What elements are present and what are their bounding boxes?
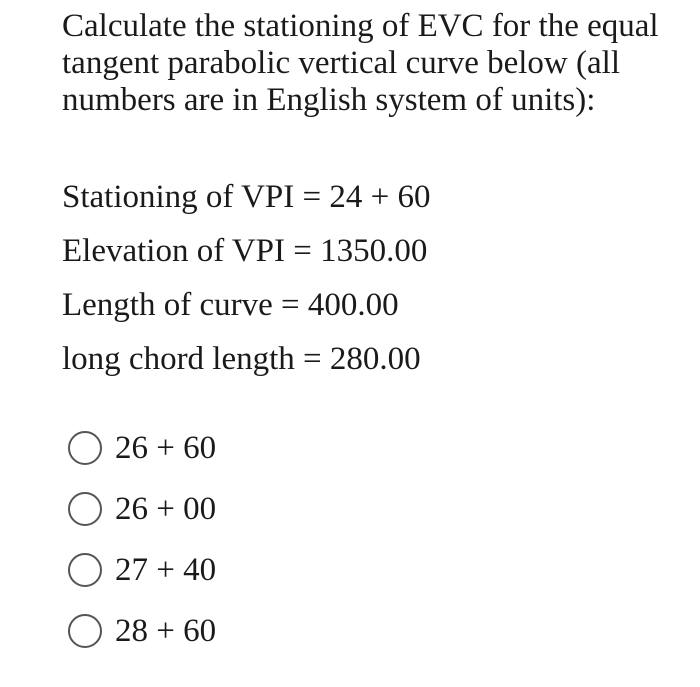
given-values [62,170,430,386]
radio-button[interactable] [68,614,102,648]
option-label: 26 + 60 [115,429,217,466]
question-text: Calculate the stationing of EVC for the equal tangent parabolic vertical curve below (all numbers are in English system of units): [62,8,659,118]
option-label: 26 + 00 [115,490,217,527]
answer-option-2[interactable] [68,478,216,539]
given-curve-length: Length of curve = 400.00 [62,287,399,323]
option-label: 27 + 40 [115,551,217,588]
radio-button[interactable] [68,553,102,587]
option-label: 28 + 60 [115,612,217,649]
radio-button[interactable] [68,431,102,465]
given-vpi-elevation: Elevation of VPI = 1350.00 [62,233,428,269]
answer-option-1[interactable] [68,417,216,478]
answer-option-4[interactable] [68,600,216,661]
radio-button[interactable] [68,492,102,526]
given-long-chord-length: long chord length = 280.00 [62,341,421,377]
given-vpi-stationing: Stationing of VPI = 24 + 60 [62,179,431,215]
answer-options [68,417,216,661]
answer-option-3[interactable] [68,539,216,600]
